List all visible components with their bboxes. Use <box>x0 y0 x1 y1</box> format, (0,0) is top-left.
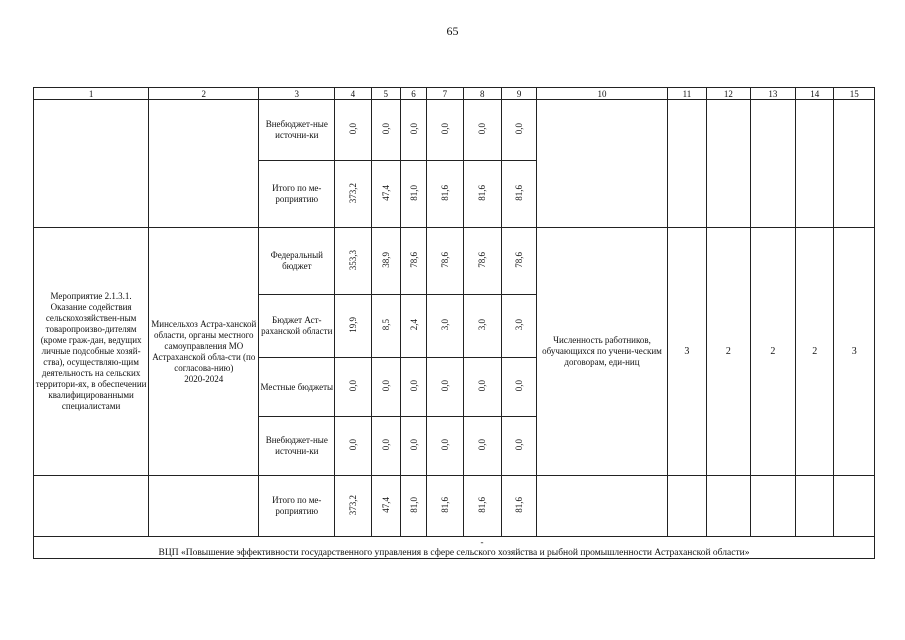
column-number: 3 <box>259 88 335 100</box>
empty-cell <box>537 100 667 228</box>
amount-2020: 47,4 <box>380 497 391 513</box>
column-number: 10 <box>537 88 667 100</box>
amount-total: 19,9 <box>347 317 358 333</box>
table-row <box>34 228 875 295</box>
amount-2021: 2,4 <box>408 319 419 331</box>
column-number: 5 <box>371 88 400 100</box>
amount-2020: 8,5 <box>380 319 391 331</box>
target-value: 2 <box>750 228 795 476</box>
empty-cell <box>34 476 149 537</box>
funding-source: Федеральный бюджет <box>259 228 335 295</box>
amount-2023: 0,0 <box>477 123 488 135</box>
amount-2022: 0,0 <box>439 439 450 451</box>
amount-2024: 0,0 <box>514 123 525 135</box>
amount-2021: 81,0 <box>408 497 419 513</box>
column-number: 11 <box>667 88 706 100</box>
amount-2024: 0,0 <box>514 439 525 451</box>
amount-2023: 3,0 <box>477 319 488 331</box>
amount-2024: 0,0 <box>514 380 525 392</box>
amount-2024: 78,6 <box>514 252 525 268</box>
amount-2023: 0,0 <box>477 380 488 392</box>
amount-2021: 0,0 <box>408 380 419 392</box>
executor-cell <box>149 228 259 476</box>
section-header-row <box>34 537 875 559</box>
amount-2020: 0,0 <box>380 123 391 135</box>
amount-2022: 3,0 <box>439 319 450 331</box>
column-number: 1 <box>34 88 149 100</box>
amount-2020: 38,9 <box>380 252 391 268</box>
table-row <box>34 100 875 161</box>
empty-cell <box>796 100 834 228</box>
amount-2022: 0,0 <box>439 380 450 392</box>
column-number: 4 <box>335 88 371 100</box>
amount-total: 0,0 <box>347 123 358 135</box>
budget-table <box>33 87 875 559</box>
empty-cell <box>34 100 149 228</box>
amount-2021: 0,0 <box>408 123 419 135</box>
amount-2021: 81,0 <box>408 185 419 201</box>
empty-cell <box>149 476 259 537</box>
amount-2020: 0,0 <box>380 439 391 451</box>
amount-2021: 78,6 <box>408 252 419 268</box>
measure-description: Мероприятие 2.1.3.1. Оказание содействия сельскохозяйствен-ным товаропроизво-дителям (кроме граж-дан, ведущих личные подсобные хозяй-ства), осуществляю-щим деятельность на сельских территори-ях, в обеспечении квалифицированными специалистами <box>34 228 149 476</box>
column-number: 12 <box>707 88 750 100</box>
row-marker: - <box>480 537 484 547</box>
column-number: 14 <box>796 88 834 100</box>
empty-cell <box>750 476 795 537</box>
column-number: 2 <box>149 88 259 100</box>
amount-total: 373,2 <box>347 494 358 516</box>
amount-2020: 47,4 <box>380 185 391 201</box>
target-value: 3 <box>834 228 875 476</box>
amount-2024: 81,6 <box>514 185 525 201</box>
amount-total: 0,0 <box>347 380 358 392</box>
empty-cell <box>667 476 706 537</box>
amount-2023: 78,6 <box>477 252 488 268</box>
measure-executor: Минсельхоз Астра-ханской области, органы местного самоуправления МО Астраханской обла-сти (по согласова-нию) <box>151 318 257 373</box>
section-title: ВЦП «Повышение эффективности государственного управления в сфере сельского хозяйства и рыбной промышленности Астраханской области» <box>158 548 750 558</box>
empty-cell <box>796 476 834 537</box>
amount-2022: 0,0 <box>439 123 450 135</box>
measure-years: 2020-2024 <box>184 373 224 384</box>
amount-2022: 78,6 <box>439 252 450 268</box>
amount-total: 373,2 <box>347 182 358 204</box>
empty-cell <box>834 476 875 537</box>
column-number: 15 <box>834 88 875 100</box>
header-row <box>34 88 875 100</box>
funding-source: Бюджет Аст-раханской области <box>259 295 335 358</box>
amount-2024: 3,0 <box>514 319 525 331</box>
column-number: 13 <box>750 88 795 100</box>
empty-cell <box>707 476 750 537</box>
amount-2022: 81,6 <box>439 497 450 513</box>
amount-total: 353,3 <box>347 249 358 271</box>
amount-2023: 81,6 <box>477 185 488 201</box>
amount-2023: 81,6 <box>477 497 488 513</box>
target-value: 3 <box>667 228 706 476</box>
amount-2023: 0,0 <box>477 439 488 451</box>
empty-cell <box>834 100 875 228</box>
column-number: 6 <box>400 88 426 100</box>
page-number: 65 <box>446 24 459 38</box>
amount-2021: 0,0 <box>408 439 419 451</box>
indicator-name: Численность работников, обучающихся по учени-ческим договорам, еди-ниц <box>537 228 667 476</box>
section-title-cell <box>34 537 875 559</box>
funding-source: Внебюджет-ные источни-ки <box>259 417 335 476</box>
empty-cell <box>750 100 795 228</box>
funding-source: Итого по ме-роприятию <box>259 476 335 537</box>
table-row <box>34 476 875 537</box>
amount-2024: 81,6 <box>514 497 525 513</box>
column-number: 7 <box>427 88 463 100</box>
column-number: 8 <box>463 88 501 100</box>
empty-cell <box>667 100 706 228</box>
amount-total: 0,0 <box>347 439 358 451</box>
empty-cell <box>149 100 259 228</box>
funding-source: Местные бюджеты <box>259 358 335 417</box>
column-number: 9 <box>501 88 536 100</box>
amount-2022: 81,6 <box>439 185 450 201</box>
target-value: 2 <box>707 228 750 476</box>
funding-source: Итого по ме-роприятию <box>259 161 335 228</box>
empty-cell <box>537 476 667 537</box>
funding-source: Внебюджет-ные источни-ки <box>259 100 335 161</box>
target-value: 2 <box>796 228 834 476</box>
empty-cell <box>707 100 750 228</box>
amount-2020: 0,0 <box>380 380 391 392</box>
